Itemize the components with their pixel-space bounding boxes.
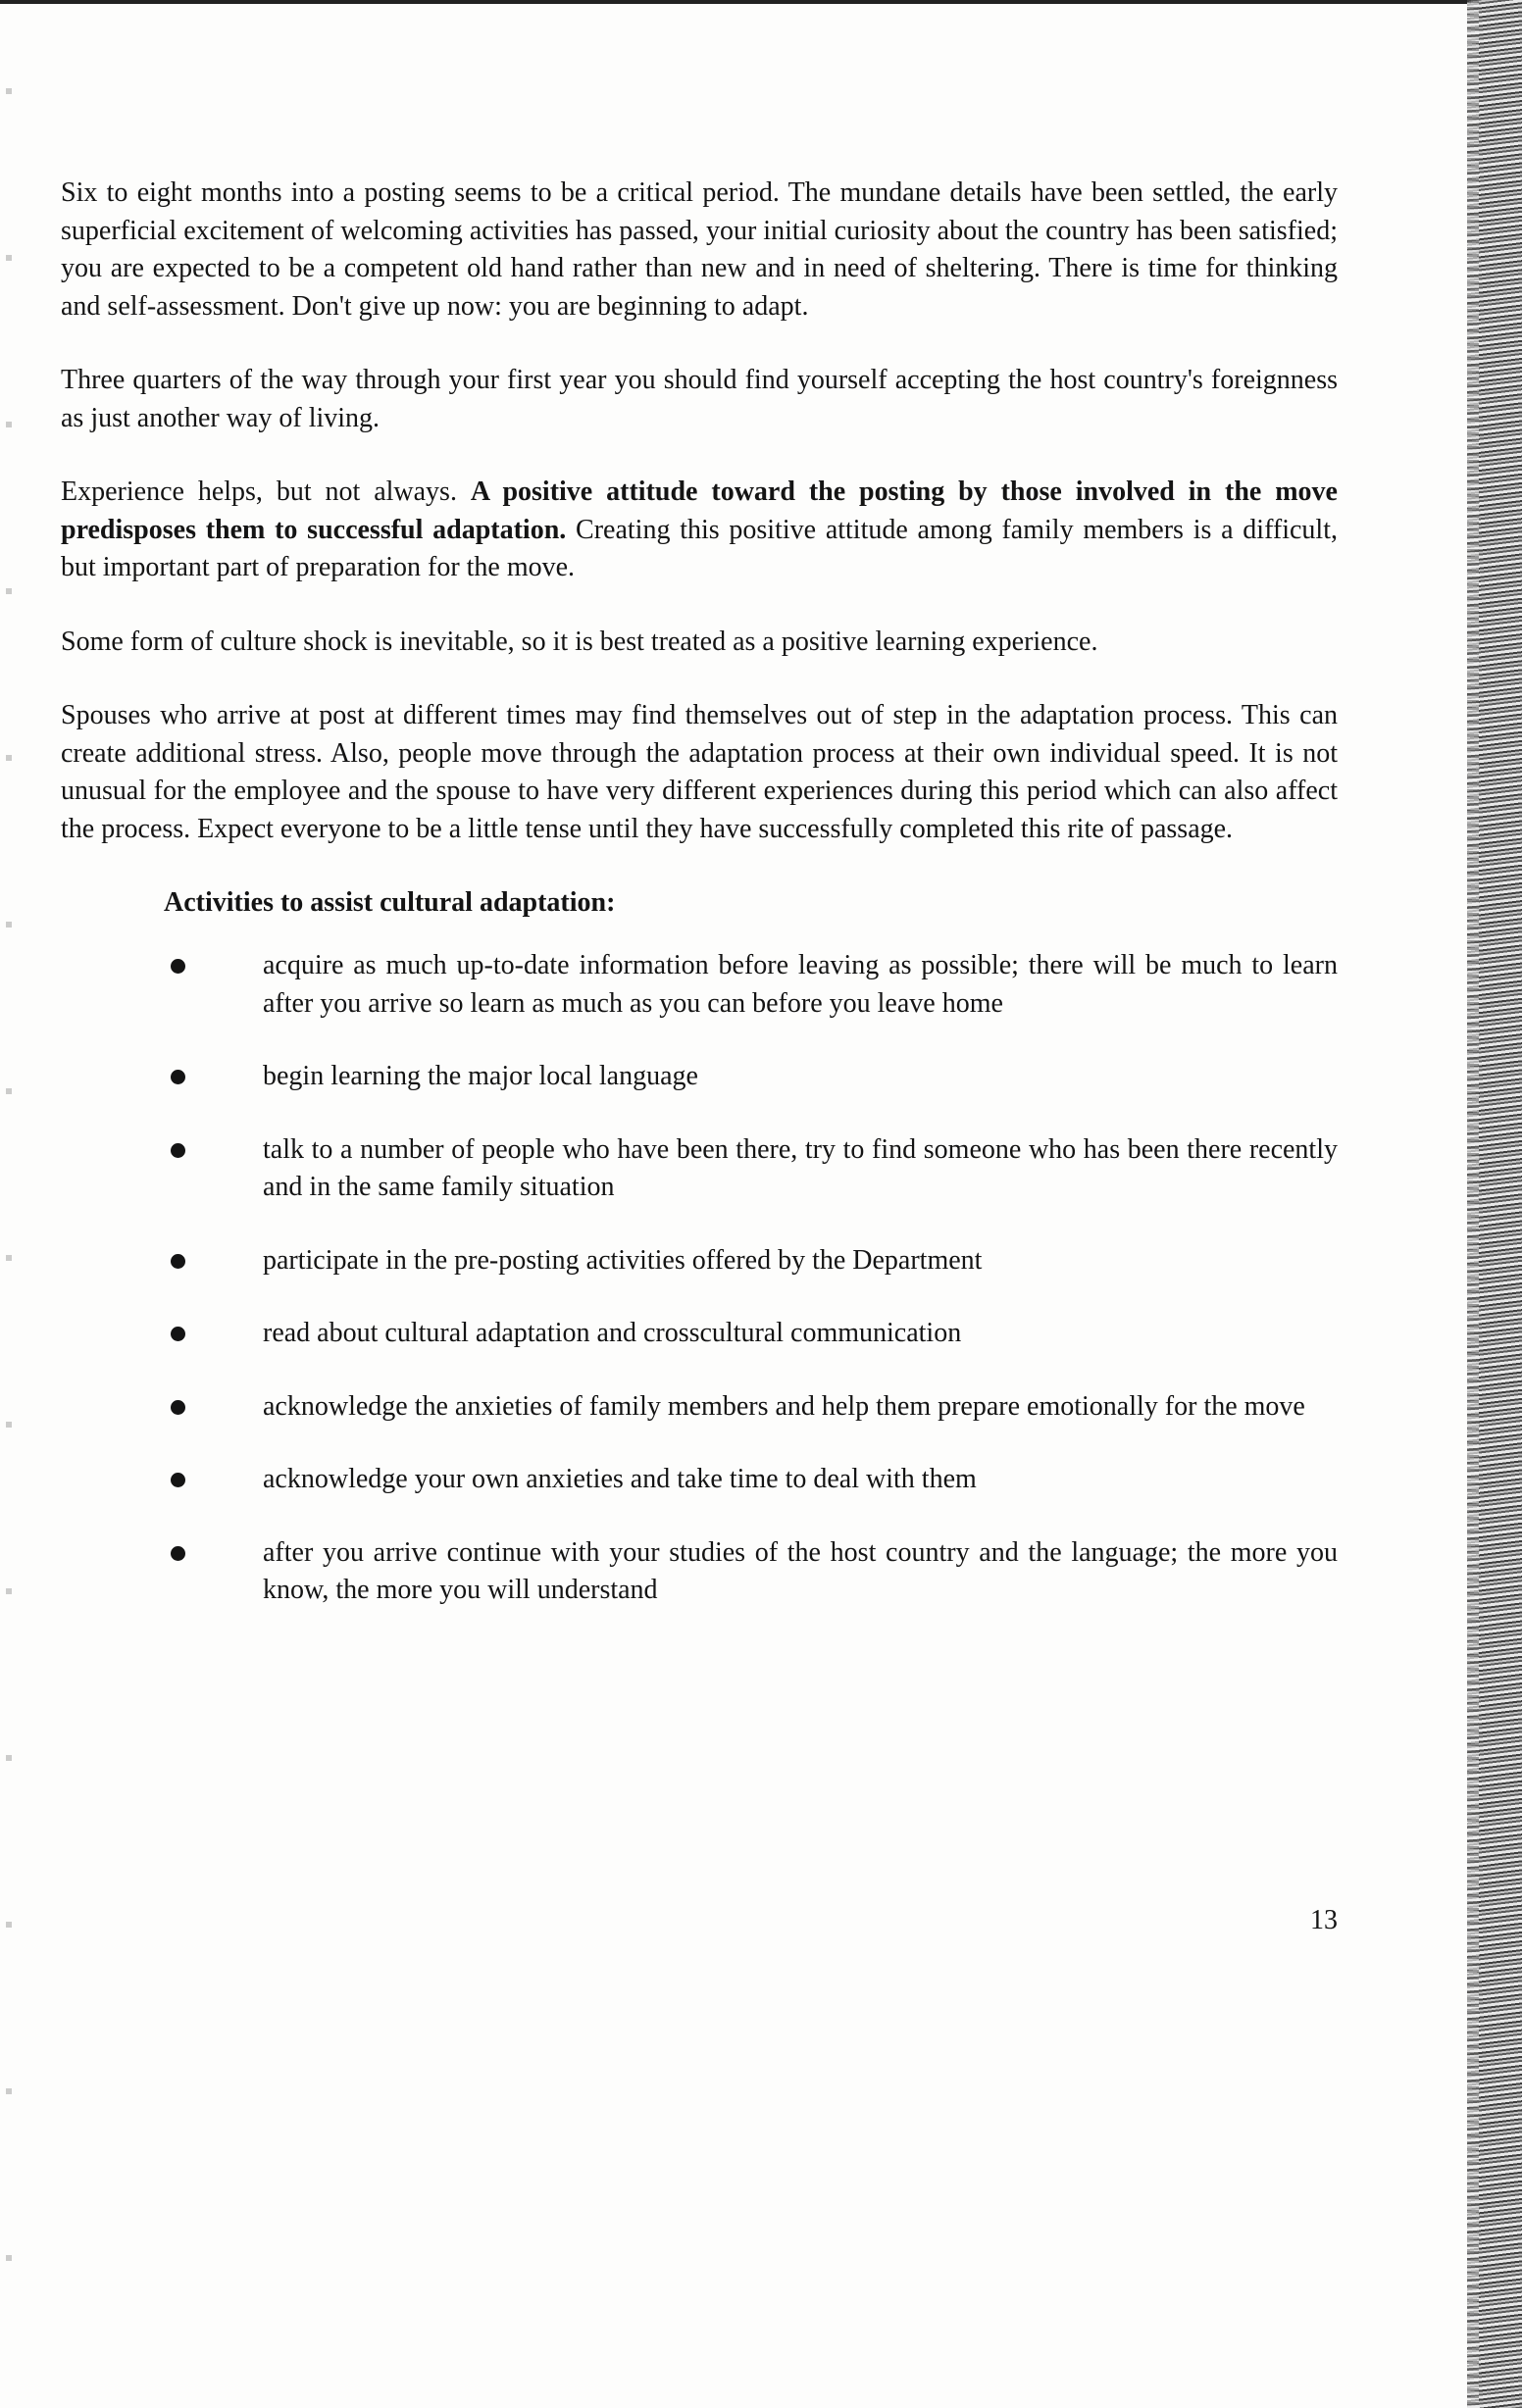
bullet-icon [171, 1070, 185, 1084]
paragraph-positive-attitude-tail: Creating this positive attitude among family members is a difficult, but important part of preparation for the move. [61, 514, 1338, 582]
document-body [61, 175, 1338, 1645]
list-item-text: read about cultural adaptation and crosscultural communication [263, 1318, 962, 1348]
paragraph-positive-attitude-lead: Experience helps, but not always. [61, 477, 471, 507]
paragraph-first-year: Three quarters of the way through your first year you should find yourself accepting the host country's foreignness as just another way of living. [61, 365, 1338, 433]
bullet-icon [171, 1546, 185, 1561]
bullet-icon [171, 1254, 185, 1269]
scan-left-edge [6, 0, 12, 2408]
list-item [61, 1242, 1338, 1280]
bullet-icon [171, 1473, 185, 1487]
list-item [61, 1315, 1338, 1353]
list-item-text: acknowledge your own anxieties and take time to deal with them [263, 1464, 977, 1494]
list-item-text: after you arrive continue with your studies of the host country and the language; the more you know, the more you will understand [263, 1536, 1338, 1605]
paragraph-positive-attitude [61, 474, 1338, 587]
list-item-text: acquire as much up-to-date information before leaving as possible; there will be much to learn after you arrive so learn as much as you can before you leave home [263, 950, 1338, 1019]
bullet-icon [171, 959, 185, 974]
list-item [61, 1534, 1338, 1610]
list-item-text: acknowledge the anxieties of family members and help them prepare emotionally for the move [263, 1390, 1305, 1422]
paragraph-positive-attitude-emphasis: A positive attitude toward the posting by those involved in the move predisposes them to successful adaptation. [61, 477, 1338, 545]
paragraph-culture-shock: Some form of culture shock is inevitable, so it is best treated as a positive learning experience. [61, 626, 1098, 657]
list-item-text: begin learning the major local language [263, 1061, 698, 1091]
bullet-icon [171, 1143, 185, 1158]
list-item-text: participate in the pre-posting activities offered by the Department [263, 1244, 983, 1276]
activities-list [61, 947, 1338, 1610]
list-item [61, 1388, 1338, 1427]
scan-top-border [0, 0, 1471, 4]
list-item [61, 1131, 1338, 1207]
list-item-text: talk to a number of people who have been there, try to find someone who has been there recently and in the same family situation [263, 1133, 1338, 1202]
bullet-icon [171, 1327, 185, 1341]
list-item [61, 1461, 1338, 1499]
list-item [61, 1058, 1338, 1096]
scan-right-edge [1467, 0, 1522, 2408]
list-item [61, 947, 1338, 1023]
paragraph-spouses: Spouses who arrive at post at different times may find themselves out of step in the adaptation process. This can create additional stress. Also, people move through the adaptation process at their own individual speed. It is not unusual for the employee and the spouse to have very different experiences during this period which can also affect the process. Expect everyone to be a little tense until they have successfully completed this rite of passage. [61, 700, 1338, 844]
page-number: 13 [1310, 1905, 1338, 1935]
paragraph-critical-period: Six to eight months into a posting seems to be a critical period. The mundane details have been settled, the early superficial excitement of welcoming activities has passed, your initial curiosity about the country has been satisfied; you are expected to be a competent old hand rather than new and in need of sheltering. There is time for thinking and self-assessment. Don't give up now: you are beginning to adapt. [61, 177, 1338, 322]
bullet-icon [171, 1400, 185, 1415]
activities-heading: Activities to assist cultural adaptation: [164, 887, 616, 918]
